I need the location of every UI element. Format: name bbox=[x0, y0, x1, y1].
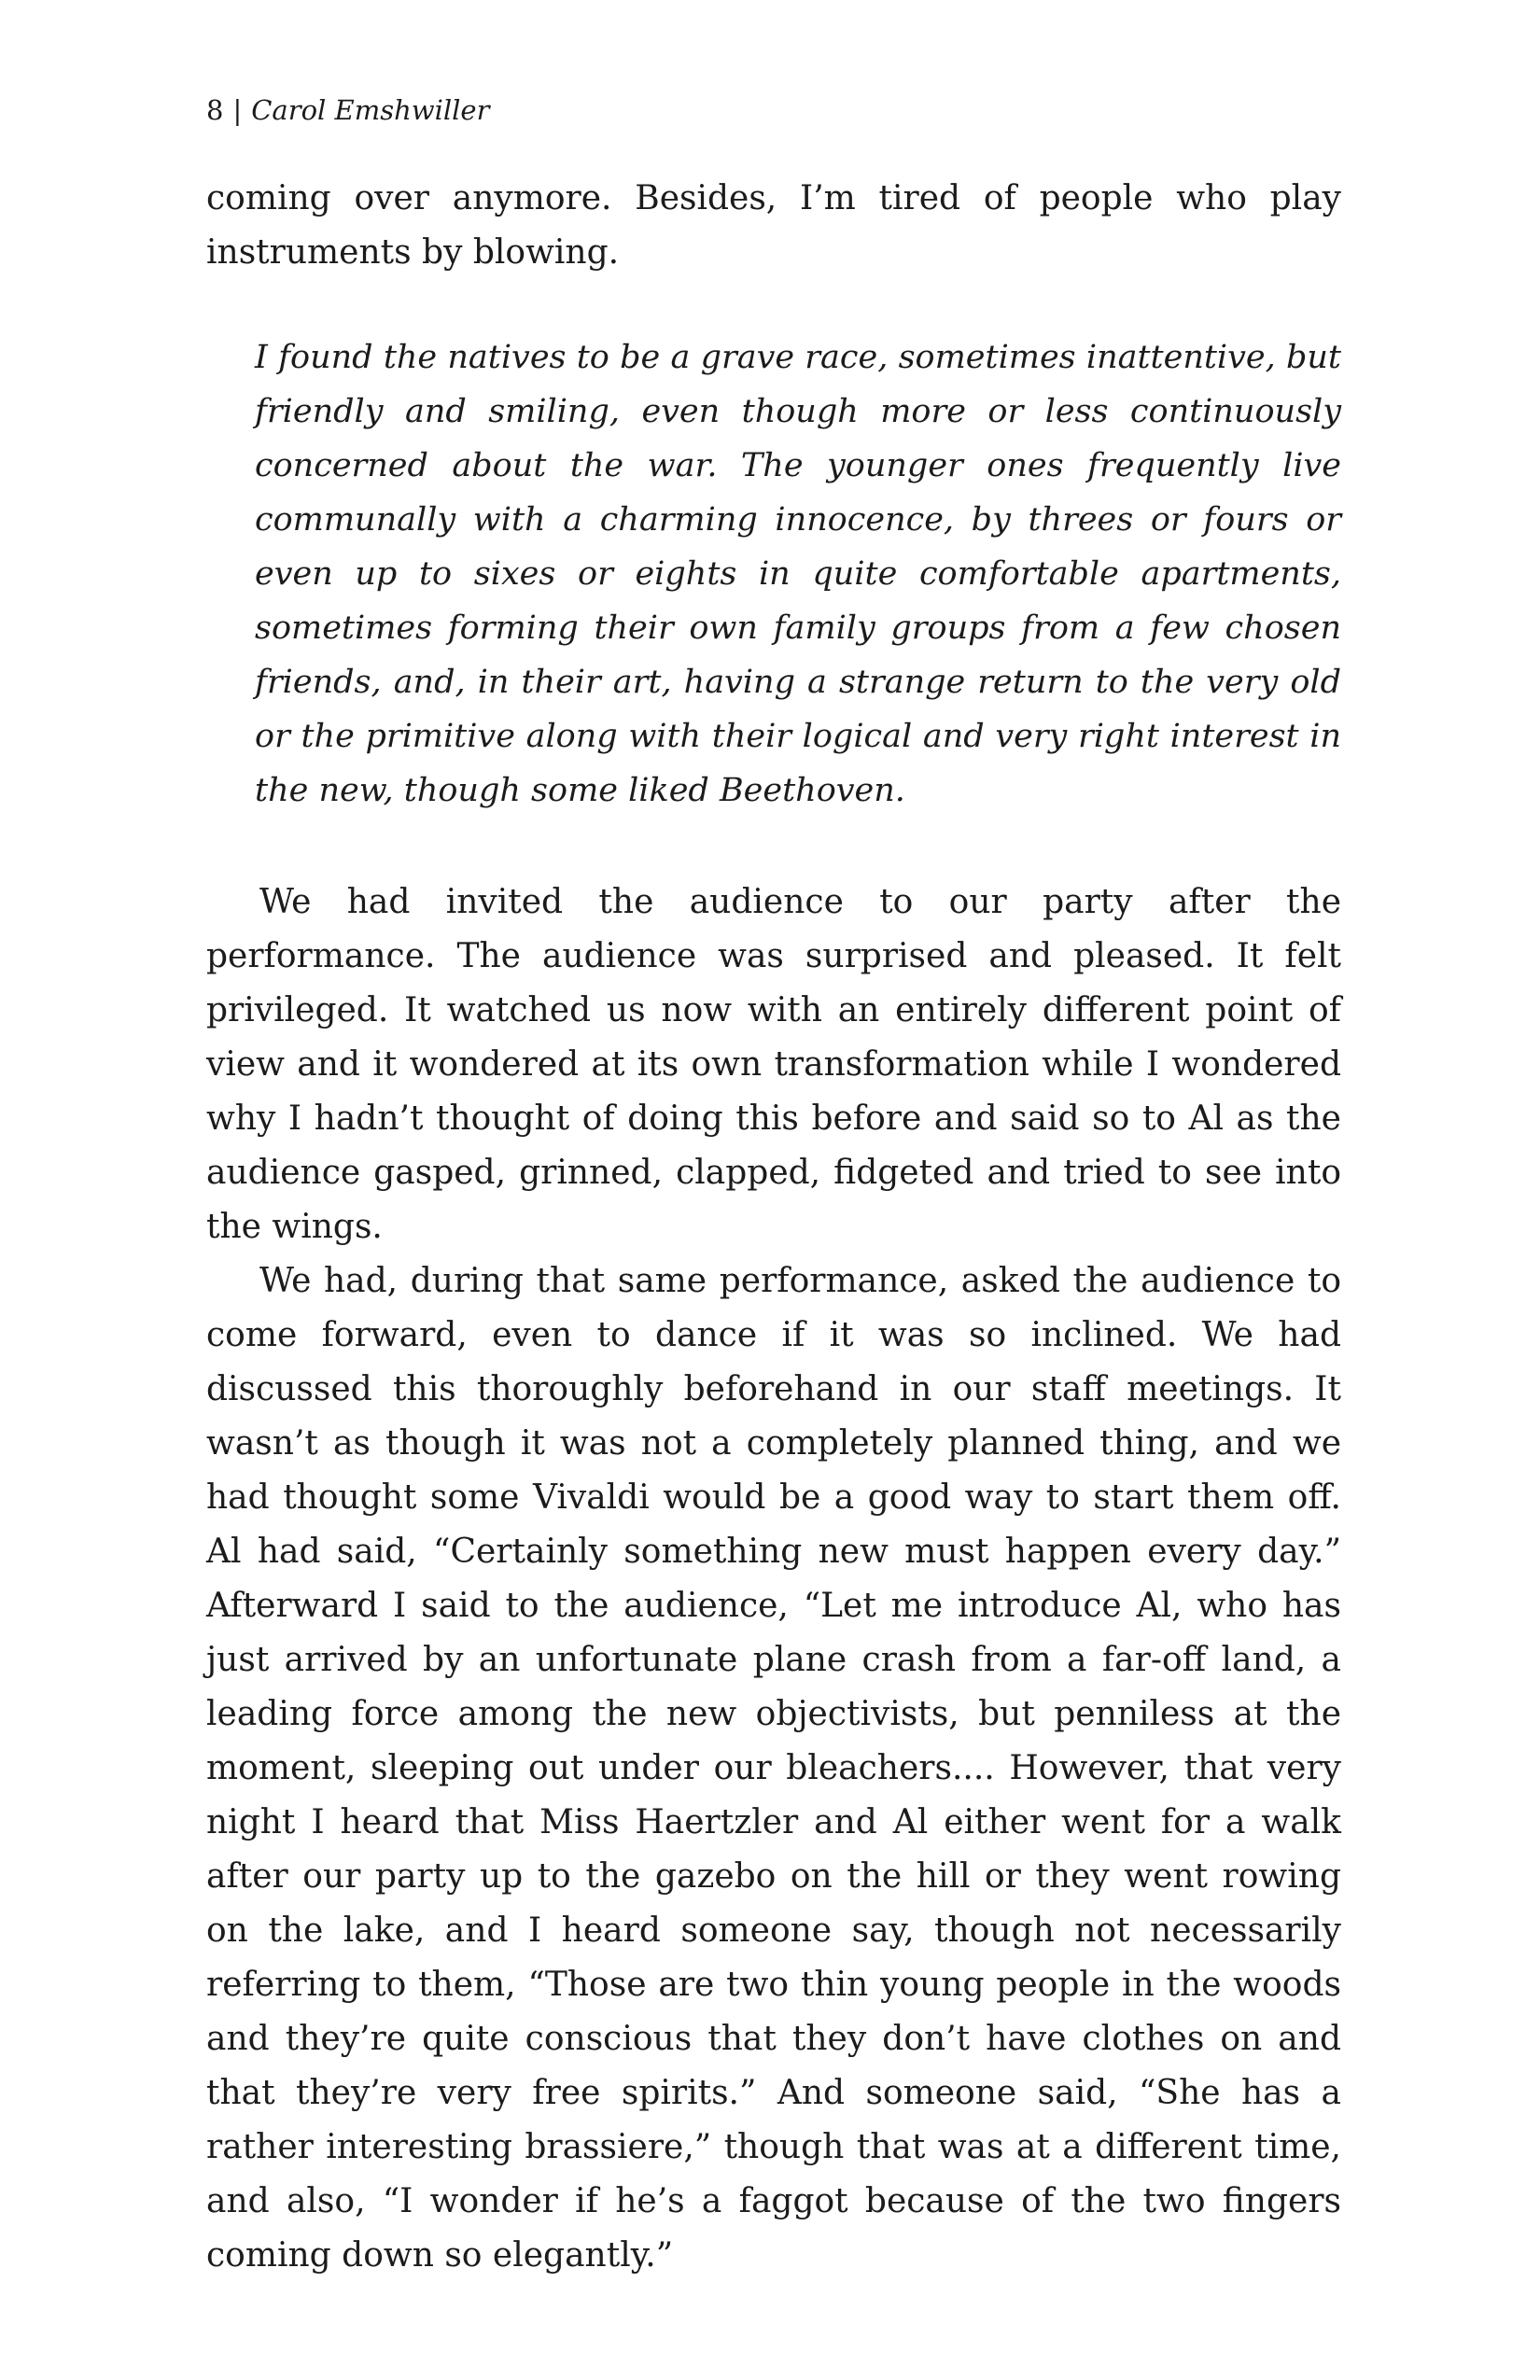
body-paragraph-2: We had, during that same performance, asked the audience to come forward, even to dance if it was so inclined. We had discussed this thoroughly beforehand in our staff meetings. It wasn’t as though it was not a completely planned thing, and we had thought some Vivaldi would be a good way to start them off. Al had said, “Certainly something new must happen every day.” Afterward I said to the audience, “Let me introduce Al, who has just arrived by an unfortunate plane crash from a far-off land, a leading force among the new objectivists, but penniless at the moment, sleeping out under our bleachers.... However, that very night I heard that Miss Haertzler and Al either went for a walk after our party up to the gazebo on the hill or they went rowing on the lake, and I heard someone say, though not necessarily referring to them, “Those are two thin young people in the woods and they’re quite conscious that they don’t have clothes on and that they’re very free spirits.” And someone said, “She has a rather interesting brassiere,” though that was at a different time, and also, “I wonder if he’s a faggot because of the two fingers coming down so elegantly.” bbox=[206, 1262, 1341, 2275]
body-paragraph-1: We had invited the audience to our party after the performance. The audience was surprised and pleased. It felt privileged. It watched us now with an entirely different point of view and it wondered at its own transformation while I wondered why I hadn’t thought of doing this before and said so to Al as the audience gasped, grinned, clapped, fidgeted and tried to see into the wings. bbox=[206, 883, 1341, 1246]
italic-quote-block: I found the natives to be a grave race, sometimes inattentive, but friendly and smiling, even though more or less continuously concerned about the war. The younger ones frequently live communally with a charming innocence, by threes or fours or even up to sixes or eights in quite comfortable apartments, sometimes forming their own family groups from a few chosen friends, and, in their art, having a strange return to the very old or the primitive along with their logical and very right interest in the new, though some liked Beethoven. bbox=[255, 339, 1341, 809]
page-body bbox=[206, 172, 1341, 2283]
continuation-paragraph: coming over anymore. Besides, I’m tired of people who play instruments by blowing. bbox=[206, 179, 1341, 272]
page-number: 8 bbox=[206, 94, 224, 126]
author-name: Carol Emshwiller bbox=[251, 94, 490, 126]
header-separator: | bbox=[232, 94, 243, 126]
running-head bbox=[206, 91, 489, 129]
